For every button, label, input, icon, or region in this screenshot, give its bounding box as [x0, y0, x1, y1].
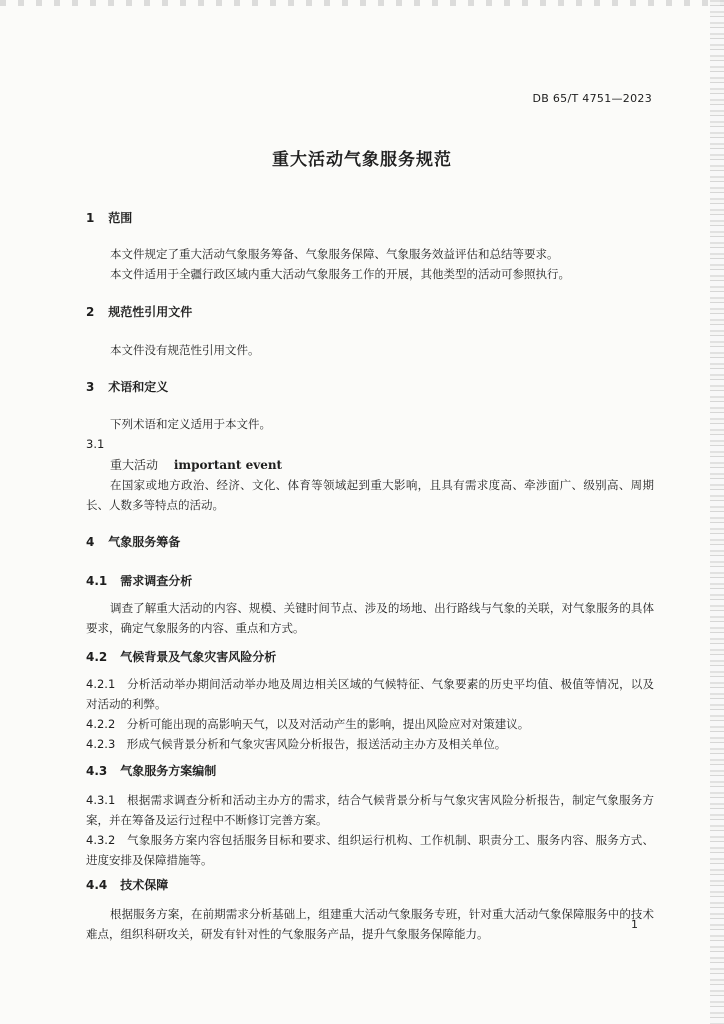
term-entry — [110, 456, 282, 473]
section-4-4-heading: 4.4 技术保障 — [86, 878, 169, 892]
document-number: DB 65/T 4751—2023 — [532, 92, 652, 105]
scan-edge-top — [0, 0, 724, 6]
section-4-heading: 4 气象服务筹备 — [86, 535, 181, 549]
term-chinese: 重大活动 — [110, 458, 159, 472]
section-1-para-2: 本文件适用于全疆行政区域内重大活动气象服务工作的开展，其他类型的活动可参照执行。 — [110, 267, 570, 281]
section-3-heading: 3 术语和定义 — [86, 380, 169, 394]
term-english: important event — [173, 458, 283, 472]
clause-4-3-2: 4.3.2 气象服务方案内容包括服务目标和要求、组织运行机构、工作机制、职责分工、服务内容、服务方式、进度安排及保障措施等。 — [86, 833, 654, 867]
clause-4-2-3: 4.2.3 形成气候背景分析和气象灾害风险分析报告，报送活动主办方及相关单位。 — [86, 737, 507, 751]
section-4-1-heading: 4.1 需求调查分析 — [86, 574, 193, 588]
section-4-2-heading: 4.2 气候背景及气象灾害风险分析 — [86, 650, 277, 664]
section-2-heading: 2 规范性引用文件 — [86, 305, 193, 319]
term-number: 3.1 — [86, 437, 105, 451]
section-1-heading: 1 范围 — [86, 211, 133, 225]
clause-4-2-2: 4.2.2 分析可能出现的高影响天气，以及对活动产生的影响，提出风险应对对策建议。 — [86, 717, 530, 731]
section-4-3-heading: 4.3 气象服务方案编制 — [86, 764, 217, 778]
page-number: 1 — [631, 918, 638, 931]
section-4-4-para: 根据服务方案，在前期需求分析基础上，组建重大活动气象服务专班，针对重大活动气象保障服务中的技术难点，组织科研攻关，研发有针对性的气象服务产品，提升气象服务保障能力。 — [86, 907, 654, 941]
clause-4-3-1: 4.3.1 根据需求调查分析和活动主办方的需求，结合气候背景分析与气象灾害风险分析报告，制定气象服务方案，并在筹备及运行过程中不断修订完善方案。 — [86, 793, 654, 827]
section-1-para-1: 本文件规定了重大活动气象服务筹备、气象服务保障、气象服务效益评估和总结等要求。 — [110, 247, 559, 261]
term-definition: 在国家或地方政治、经济、文化、体育等领域起到重大影响，且具有需求度高、牵涉面广、级别高、周期长、人数多等特点的活动。 — [86, 478, 654, 512]
section-2-para-1: 本文件没有规范性引用文件。 — [110, 343, 260, 357]
clause-4-2-1: 4.2.1 分析活动举办期间活动举办地及周边相关区域的气候特征、气象要素的历史平均值、极值等情况，以及对活动的利弊。 — [86, 677, 654, 711]
section-3-para-1: 下列术语和定义适用于本文件。 — [110, 417, 271, 431]
section-4-1-para: 调查了解重大活动的内容、规模、关键时间节点、涉及的场地、出行路线与气象的关联，对气象服务的具体要求，确定气象服务的内容、重点和方式。 — [86, 601, 654, 635]
document-title: 重大活动气象服务规范 — [272, 150, 452, 170]
